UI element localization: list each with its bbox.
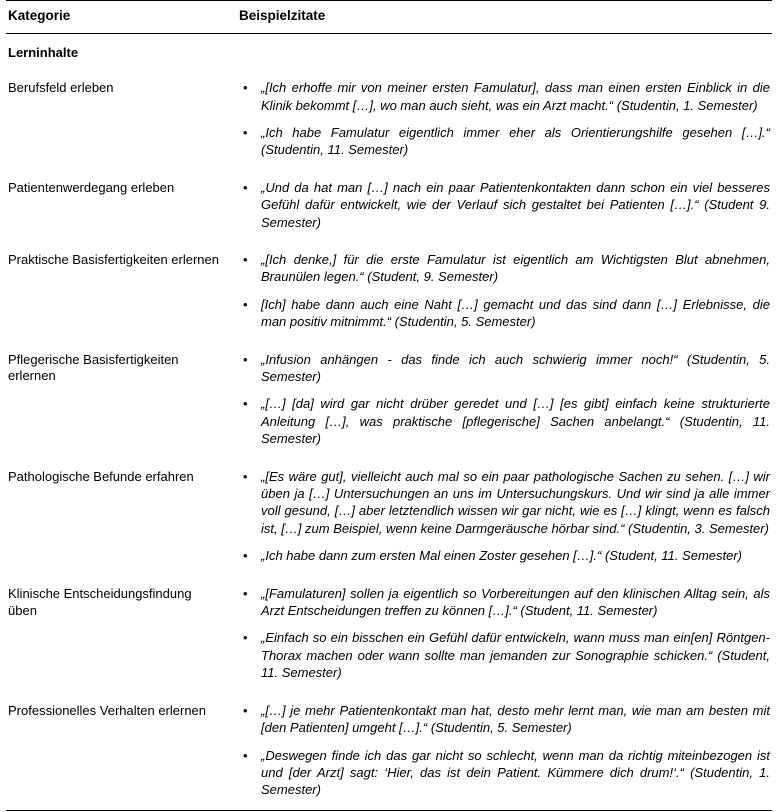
category-cell: Praktische Basisfertigkeiten erlernen	[8, 251, 219, 267]
quote-text: „Ich habe dann zum ersten Mal einen Zoster gesehen […].“ (Student, 11. Semester)	[261, 548, 743, 564]
quotes-cell	[234, 170, 772, 242]
quotes-cell	[234, 70, 772, 170]
table-header-row	[6, 1, 772, 34]
list-item	[239, 79, 770, 114]
bullet-icon: •	[243, 702, 248, 718]
table-row	[6, 693, 772, 811]
column-header-quotes: Beispielzitate	[234, 1, 772, 34]
list-item	[239, 296, 770, 331]
quote-text: „Deswegen finde ich das gar nicht so schlecht, wenn man da richtig miteinbezogen ist und [der Arzt] sagt: ‘Hier, das ist dein Patient. Kümmere dich drum!‘.“ (Studentin, 1. Semester)	[261, 747, 770, 798]
quote-text: „[…] [da] wird gar nicht drüber geredet und […] [es gibt] einfach keine strukturierte Anleitung […], was praktische [pflegerische] Sachen anbelangt.“ (Studentin, 11. Semester)	[261, 396, 770, 447]
list-item	[239, 547, 770, 564]
category-cell: Professionelles Verhalten erlernen	[6, 693, 234, 811]
quotes-cell	[234, 242, 772, 342]
table-row	[6, 70, 772, 170]
quotes-cell	[234, 576, 772, 693]
bullet-icon: •	[243, 396, 248, 412]
quote-text: „[Es wäre gut], vielleicht auch mal so ein paar pathologische Sachen zu sehen. […] wir üben ja […] Untersuchungen an uns im Untersuchungskurs. Und wir sind ja alle immer voll gesund, […] aber letztendlich wissen wir gar nicht, wie es […] klingt, wenn es falsch ist, […] zum Beispiel, wenn keine Darmgeräusche hörbar sind.“ (Studentin, 3. Semester)	[261, 468, 770, 536]
bullet-icon: •	[243, 179, 248, 195]
column-header-category: Kategorie	[6, 1, 234, 34]
bullet-icon: •	[243, 747, 248, 763]
category-cell: Klinische Entscheidungsfindung üben	[8, 585, 192, 618]
category-cell: Pathologische Befunde erfahren	[8, 468, 194, 484]
bullet-icon: •	[243, 251, 248, 267]
category-cell: Berufsfeld erleben	[8, 80, 114, 96]
bullet-icon: •	[243, 548, 248, 564]
list-item	[239, 585, 770, 620]
section-label: Lerninhalte	[8, 44, 79, 60]
list-item	[239, 351, 770, 386]
quote-text: [Ich] habe dann auch eine Naht […] gemacht und das sind dann […] Erlebnisse, die man positiv mitnimmt.“ (Studentin, 5. Semester)	[261, 296, 770, 330]
table-row	[6, 242, 772, 342]
qualitative-results-table	[6, 0, 772, 811]
list-item	[239, 747, 770, 799]
quote-text: „[Ich erhoffe mir von meiner ersten Famulatur], dass man einen ersten Einblick in die Klinik bekommt […], wo man auch sieht, was ein Arzt macht.“ (Studentin, 1. Semester)	[261, 80, 770, 113]
quote-text: „[Famulaturen] sollen ja eigentlich so Vorbereitungen auf den klinischen Alltag sein, als Arzt Entscheidungen treffen zu können […].“ (Student, 11. Semester)	[261, 585, 770, 619]
quote-text: „[…] je mehr Patientenkontakt man hat, desto mehr lernt man, wie man am besten mit [den Patienten] umgeht […].“ (Studentin, 5. Semester)	[261, 702, 770, 736]
table-row	[6, 576, 772, 693]
bullet-icon: •	[243, 351, 248, 367]
list-item	[239, 629, 770, 681]
list-item	[239, 251, 770, 286]
list-item	[239, 179, 770, 231]
quotes-cell	[234, 459, 772, 576]
section-row	[6, 33, 772, 70]
quotes-cell	[234, 342, 772, 459]
quote-text: „Einfach so ein bisschen ein Gefühl dafür entwickeln, wann muss man ein[en] Röntgen-Thorax machen oder wann sollte man jemanden zur Sonographie schicken.“ (Student, 11. Semester)	[261, 630, 770, 681]
bullet-icon: •	[243, 585, 248, 601]
quote-text: „Infusion anhängen - das finde ich auch schwierig immer noch!“ (Studentin, 5. Semester)	[261, 351, 770, 384]
quote-text: „[Ich denke,] für die erste Famulatur ist eigentlich am Wichtigsten Blut abnehmen, Braunülen legen.“ (Student, 9. Semester)	[261, 251, 770, 285]
category-cell: Pflegerische Basisfertigkeiten erlernen	[8, 351, 179, 384]
quote-text: „Ich habe Famulatur eigentlich immer eher als Orientierungshilfe gesehen […].“ (Studentin, 11. Semester)	[261, 124, 770, 158]
table-row	[6, 459, 772, 576]
list-item	[239, 468, 770, 538]
list-item	[239, 395, 770, 447]
quote-text: „Und da hat man […] nach ein paar Patientenkontakten dann schon ein viel besseres Gefühl dafür entwickelt, wie der Verlauf sich gestaltet bei Patienten […].“ (Student 9. Semester)	[261, 179, 770, 230]
table-row	[6, 342, 772, 459]
bullet-icon: •	[243, 630, 248, 646]
table-row	[6, 170, 772, 242]
quotes-cell	[234, 693, 772, 811]
list-item	[239, 702, 770, 737]
bullet-icon: •	[243, 468, 248, 484]
bullet-icon: •	[243, 296, 248, 312]
bullet-icon: •	[243, 80, 248, 96]
category-cell: Patientenwerdegang erleben	[8, 179, 175, 195]
bullet-icon: •	[243, 124, 248, 140]
list-item	[239, 124, 770, 159]
